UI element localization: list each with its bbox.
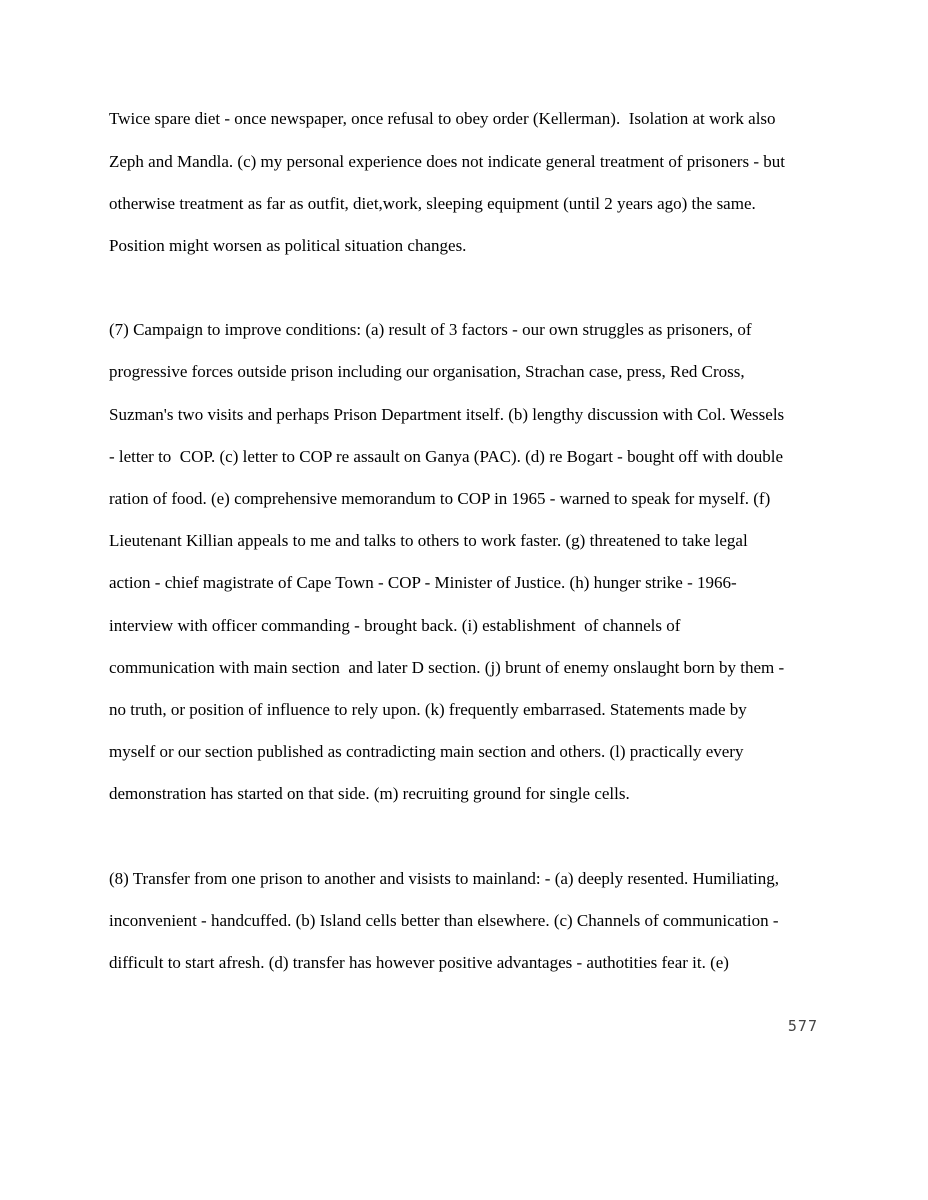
text-line-16: demonstration has started on that side. (m) recruiting ground for single cells. — [109, 784, 630, 803]
text-line-9: ration of food. (e) comprehensive memorandum to COP in 1965 - warned to speak for myself. (f) — [109, 489, 771, 508]
text-line-13: communication with main section and later D section. (j) brunt of enemy onslaught born by them - — [109, 658, 785, 677]
text-line-4: Position might worsen as political situation changes. — [109, 236, 467, 255]
text-line-17: (8) Transfer from one prison to another and visists to mainland: - (a) deeply resented. Humiliating, — [109, 869, 779, 888]
text-line-18: inconvenient - handcuffed. (b) Island cells better than elsewhere. (c) Channels of communication - — [109, 911, 779, 930]
text-line-6: progressive forces outside prison including our organisation, Strachan case, press, Red Cross, — [109, 362, 745, 381]
text-line-11: action - chief magistrate of Cape Town - COP - Minister of Justice. (h) hunger strike - 1966- — [109, 573, 737, 592]
text-line-19: difficult to start afresh. (d) transfer has however positive advantages - authotities fear it. (e) — [109, 953, 729, 972]
text-line-15: myself or our section published as contradicting main section and others. (l) practically every — [109, 742, 744, 761]
page-number: 577 — [787, 1017, 818, 1035]
text-line-14: no truth, or position of influence to rely upon. (k) frequently embarrased. Statements made by — [109, 700, 747, 719]
text-line-3: otherwise treatment as far as outfit, diet,work, sleeping equipment (until 2 years ago) the same. — [109, 194, 756, 213]
text-line-10: Lieutenant Killian appeals to me and talks to others to work faster. (g) threatened to take legal — [109, 531, 748, 550]
text-line-7: Suzman's two visits and perhaps Prison Department itself. (b) lengthy discussion with Col. Wessels — [109, 405, 785, 424]
text-line-12: interview with officer commanding - brought back. (i) establishment of channels of — [109, 616, 681, 635]
text-line-5: (7) Campaign to improve conditions: (a) result of 3 factors - our own struggles as prisoners, of — [109, 320, 752, 339]
text-line-2: Zeph and Mandla. (c) my personal experience does not indicate general treatment of prisoners - but — [109, 152, 785, 171]
text-line-8: - letter to COP. (c) letter to COP re assault on Ganya (PAC). (d) re Bogart - bought off with double — [109, 447, 784, 466]
text-line-1: Twice spare diet - once newspaper, once refusal to obey order (Kellerman). Isolation at work also — [109, 109, 776, 128]
